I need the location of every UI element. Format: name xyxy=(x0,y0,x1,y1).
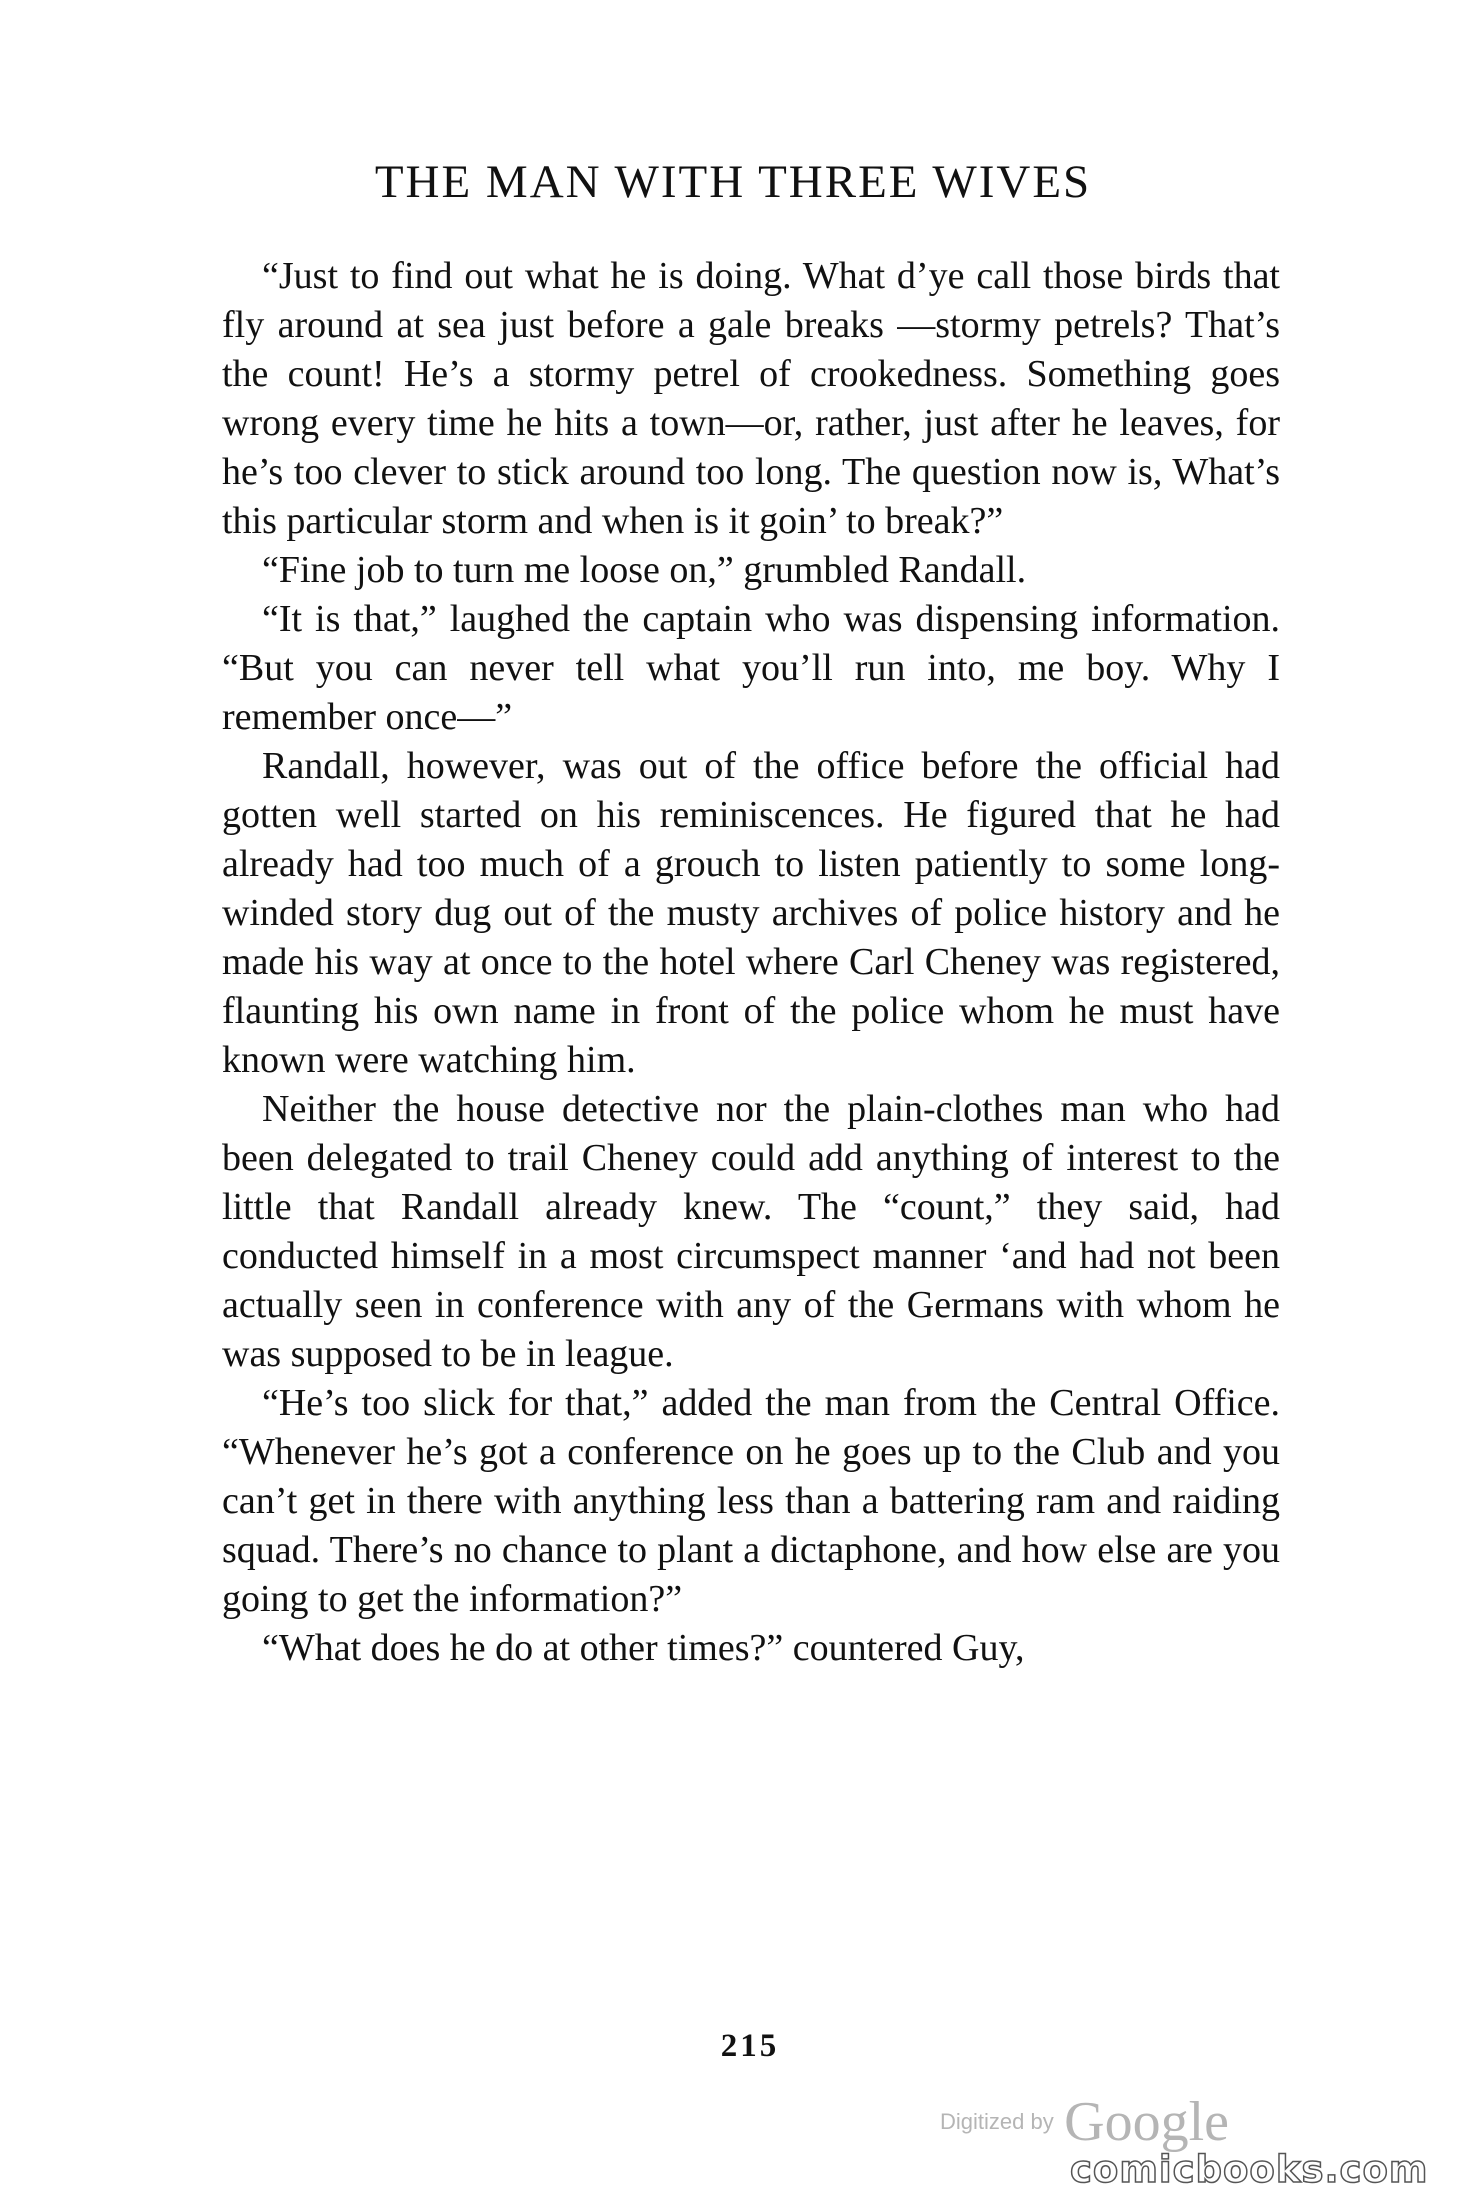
paragraph: “Just to find out what he is doing. What d’ye call those birds that fly around at sea just before a gale breaks —stormy petrels? That’s the count! He’s a stormy petrel of crookedness. Something goes wrong every time he hits a town—or, rather, just after he leaves, for he’s too clever to stick around too long. The question now is, What’s this particular storm and when is it goin’ to break?” xyxy=(222,255,1280,542)
google-logo: Google xyxy=(1064,2091,1230,2153)
digitized-by-google xyxy=(940,2090,1270,2154)
paragraph: “Fine job to turn me loose on,” grumbled Randall. xyxy=(262,549,1027,591)
paragraph: “What does he do at other times?” countered Guy, xyxy=(262,1627,1025,1669)
digitized-prefix: Digitized by xyxy=(940,2109,1054,2134)
running-head: THE MAN WITH THREE WIVES xyxy=(374,156,1092,208)
paragraph: “He’s too slick for that,” added the man from the Central Office. “Whenever he’s got a conference on he goes up to the Club and you can’t get in there with anything less than a battering ram and raiding squad. There’s no chance to plant a dictaphone, and how else are you going to get the information?” xyxy=(222,1382,1280,1620)
watermark: comicbooks.com xyxy=(1070,2148,1429,2191)
paragraph: Neither the house detective nor the plain-clothes man who had been delegated to trail Cheney could add anything of interest to the little that Randall already knew. The “count,” they said, had conducted himself in a most circumspect manner ‘and had not been actually seen in conference with any of the Germans with whom he was supposed to be in league. xyxy=(222,1088,1280,1375)
body-text xyxy=(222,252,1280,1673)
paragraph: Randall, however, was out of the office before the official had gotten well started on his reminiscences. He figured that he had already had too much of a grouch to listen patiently to some long-winded story dug out of the musty archives of police history and he made his way at once to the hotel where Carl Cheney was registered, flaunting his own name in front of the police whom he must have known were watching him. xyxy=(222,745,1280,1081)
paragraph: “It is that,” laughed the captain who was dispensing information. “But you can never tell what you’ll run into, me boy. Why I remember once—” xyxy=(222,598,1280,738)
page-number: 215 xyxy=(720,2028,780,2064)
